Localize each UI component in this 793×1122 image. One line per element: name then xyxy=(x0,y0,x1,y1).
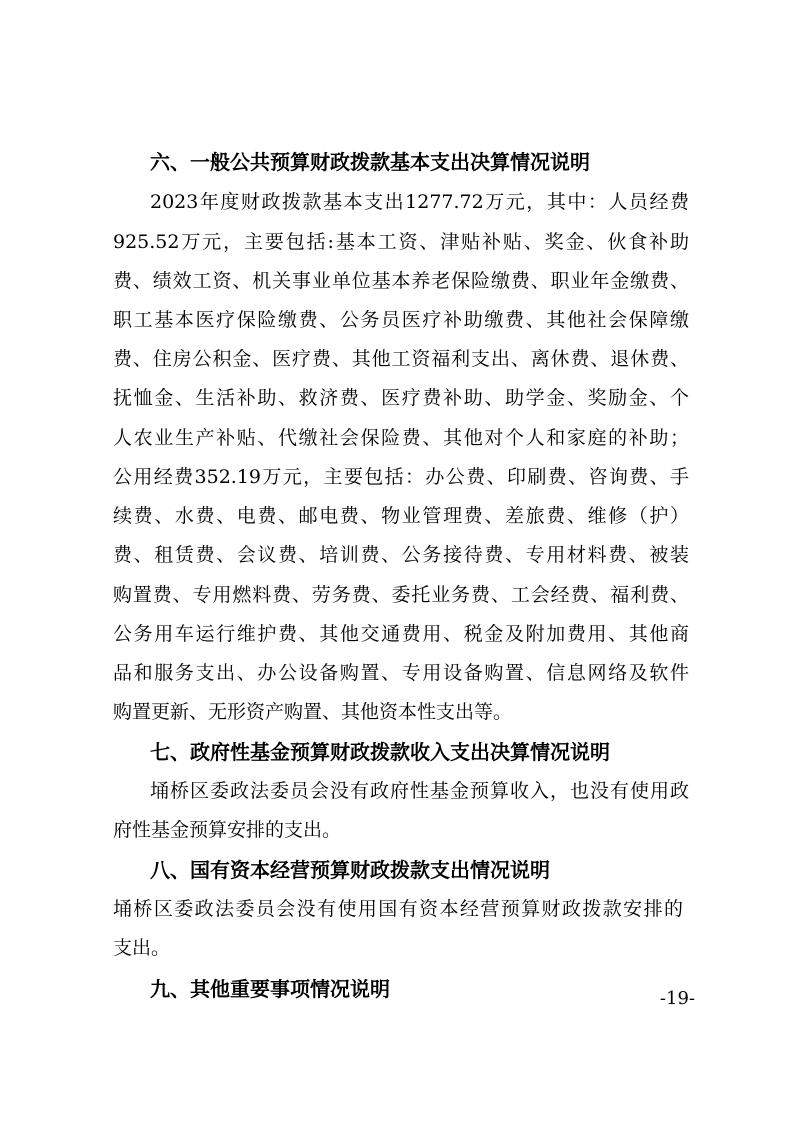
paragraph-line: 公务用车运行维护费、其他交通费用、税金及附加费用、其他商 xyxy=(113,623,689,645)
paragraph-line: 费、绩效工资、机关事业单位基本养老保险缴费、职业年金缴费、 xyxy=(113,270,689,292)
paragraph-line: 购置更新、无形资产购置、其他资本性支出等。 xyxy=(113,701,513,723)
paragraph-line: 埇桥区委政法委员会没有政府性基金预算收入，也没有使用政 xyxy=(150,780,689,802)
paragraph-line: 925.52万元，主要包括:基本工资、津贴补贴、奖金、伙食补助 xyxy=(113,231,689,253)
paragraph-line: 购置费、专用燃料费、劳务费、委托业务费、工会经费、福利费、 xyxy=(113,584,689,606)
paragraph-line: 抚恤金、生活补助、救济费、医疗费补助、助学金、奖励金、个 xyxy=(113,387,689,409)
paragraph-line: 费、住房公积金、医疗费、其他工资福利支出、离休费、退休费、 xyxy=(113,348,689,370)
section-heading-8: 八、国有资本经营预算财政拨款支出情况说明 xyxy=(150,858,550,882)
paragraph-line: 费、租赁费、会议费、培训费、公务接待费、专用材料费、被装 xyxy=(113,544,689,566)
paragraph-line: 府性基金预算安排的支出。 xyxy=(113,819,342,841)
paragraph-line: 职工基本医疗保险缴费、公务员医疗补助缴费、其他社会保障缴 xyxy=(113,309,689,331)
section-heading-7: 七、政府性基金预算财政拨款收入支出决算情况说明 xyxy=(150,740,610,764)
paragraph-line: 埇桥区委政法委员会没有使用国有资本经营预算财政拨款安排的 xyxy=(113,898,683,920)
paragraph-line: 2023年度财政拨款基本支出1277.72万元，其中：人员经费 xyxy=(150,191,689,213)
section-heading-9: 九、其他重要事项情况说明 xyxy=(150,977,390,1001)
paragraph-line: 人农业生产补贴、代缴社会保险费、其他对个人和家庭的补助； xyxy=(113,427,689,449)
page-number: -19- xyxy=(659,988,695,1009)
paragraph-line: 支出。 xyxy=(113,937,171,959)
paragraph-line: 续费、水费、电费、邮电费、物业管理费、差旅费、维修（护） xyxy=(113,505,689,527)
paragraph-line: 品和服务支出、办公设备购置、专用设备购置、信息网络及软件 xyxy=(113,662,689,684)
paragraph-line: 公用经费352.19万元，主要包括：办公费、印刷费、咨询费、手 xyxy=(113,466,689,488)
section-heading-6: 六、一般公共预算财政拨款基本支出决算情况说明 xyxy=(150,150,590,174)
